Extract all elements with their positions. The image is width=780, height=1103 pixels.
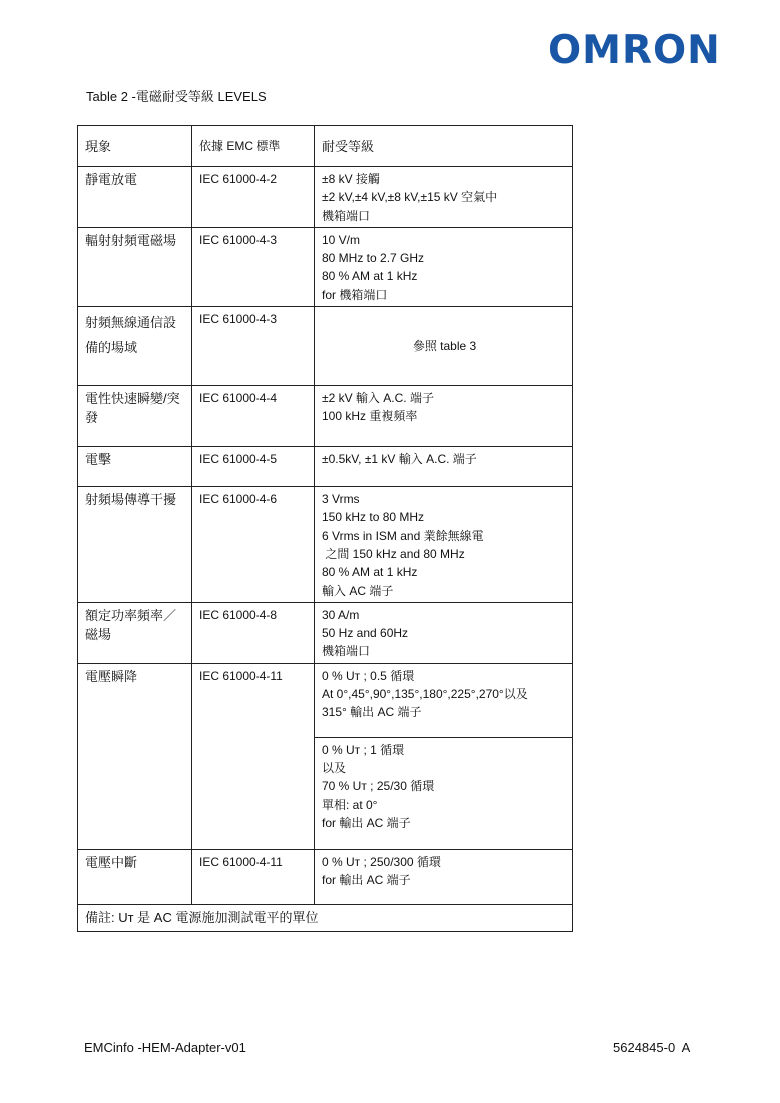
phenomenon-cell: 電壓中斷 [78, 849, 192, 904]
level-cell [315, 447, 573, 487]
standard-cell: IEC 61000-4-8 [192, 602, 315, 663]
level-cell [315, 602, 573, 663]
level-line: 0 % Uᴛ ; 1 循環 [322, 742, 405, 757]
table-row [78, 447, 573, 487]
level-cell [315, 227, 573, 306]
level-line: 參照 table 3 [412, 339, 477, 354]
level-line: for 輸出 AC 端子 [322, 815, 411, 830]
level-line: At 0°,45°,90°,135°,180°,225°,270°以及 [322, 687, 528, 702]
standard-cell: IEC 61000-4-6 [192, 487, 315, 603]
level-line: 以及 [322, 761, 347, 776]
table-row [78, 307, 573, 386]
header-immunity-level: 耐受等級 [315, 126, 573, 167]
level-line: 150 kHz to 80 MHz [322, 510, 425, 525]
phenomenon-cell: 射頻場傳導干擾 [78, 487, 192, 603]
phenomenon-cell: 電性快速瞬變/突發 [78, 386, 192, 447]
level-cell [315, 849, 573, 904]
note-cell: 備註: Uᴛ 是 AC 電源施加測試電平的單位 [78, 904, 573, 931]
standard-cell: IEC 61000-4-5 [192, 447, 315, 487]
table-row [78, 849, 573, 904]
level-line: 3 Vrms [322, 492, 360, 507]
level-line: 315° 輸出 AC 端子 [322, 705, 422, 720]
level-line: 80 % AM at 1 kHz [322, 269, 418, 284]
level-line: ±2 kV,±4 kV,±8 kV,±15 kV 空氣中 [322, 190, 498, 205]
level-cell [315, 487, 573, 603]
table-row [78, 167, 573, 228]
table-title: Table 2 -電磁耐受等級 LEVELS [86, 89, 267, 104]
table-row [78, 386, 573, 447]
level-line: 70 % Uᴛ ; 25/30 循環 [322, 779, 435, 794]
level-line: ±2 kV 輸入 A.C. 端子 [322, 391, 434, 406]
level-line: 80 MHz to 2.7 GHz [322, 251, 425, 266]
phenomenon-cell: 輻射射頻電磁場 [78, 227, 192, 306]
standard-cell: IEC 61000-4-3 [192, 227, 315, 306]
standard-cell: IEC 61000-4-4 [192, 386, 315, 447]
level-line: 0 % Uᴛ ; 0.5 循環 [322, 668, 415, 683]
phenomenon-cell: 電壓瞬降 [78, 663, 192, 849]
footer-document-number: 5624845-0 A [613, 1040, 691, 1055]
table-row [78, 663, 573, 737]
standard-cell: IEC 61000-4-2 [192, 167, 315, 228]
table-header-row [78, 126, 573, 167]
table-row [78, 227, 573, 306]
table-row [78, 602, 573, 663]
table-row [78, 487, 573, 603]
standard-cell: IEC 61000-4-11 [192, 663, 315, 849]
level-cell [315, 386, 573, 447]
phenomenon-cell: 電擊 [78, 447, 192, 487]
level-line: 50 Hz and 60Hz [322, 626, 409, 641]
level-cell [315, 167, 573, 228]
level-line: ±0.5kV, ±1 kV 輸入 A.C. 端子 [322, 452, 477, 467]
note-row [78, 904, 573, 931]
header-standard: 依據 EMC 標準 [192, 126, 315, 167]
phenomenon-cell: 射頻無線通信設備的場域 [78, 307, 192, 386]
level-line: 0 % Uᴛ ; 250/300 循環 [322, 854, 441, 869]
standard-cell: IEC 61000-4-11 [192, 849, 315, 904]
footer-document-name: EMCinfo -HEM-Adapter-v01 [84, 1040, 246, 1055]
emc-immunity-table [77, 125, 573, 932]
level-line: for 機箱端口 [322, 287, 388, 302]
level-line: 機箱端口 [322, 644, 371, 659]
level-line: 輸入 AC 端子 [322, 583, 394, 598]
level-line: ±8 kV 接觸 [322, 172, 380, 186]
level-line: 之間 150 kHz and 80 MHz [322, 546, 465, 561]
level-cell [315, 737, 573, 849]
phenomenon-cell: 額定功率頻率／磁場 [78, 602, 192, 663]
level-line: for 輸出 AC 端子 [322, 873, 411, 888]
standard-cell: IEC 61000-4-3 [192, 307, 315, 386]
level-line: 100 kHz 重複頻率 [322, 409, 418, 424]
header-phenomenon: 現象 [78, 126, 192, 167]
level-line: 機箱端口 [322, 208, 371, 223]
level-line: 30 A/m [322, 607, 360, 622]
phenomenon-cell: 靜電放電 [78, 167, 192, 228]
level-line: 10 V/m [322, 232, 361, 247]
level-line: 單相: at 0° [322, 797, 378, 812]
level-line: 6 Vrms in ISM and 業餘無線電 [322, 528, 484, 543]
level-cell [315, 307, 573, 386]
omron-logo: OMRON [548, 28, 721, 73]
level-line: 80 % AM at 1 kHz [322, 565, 418, 580]
level-cell [315, 663, 573, 737]
